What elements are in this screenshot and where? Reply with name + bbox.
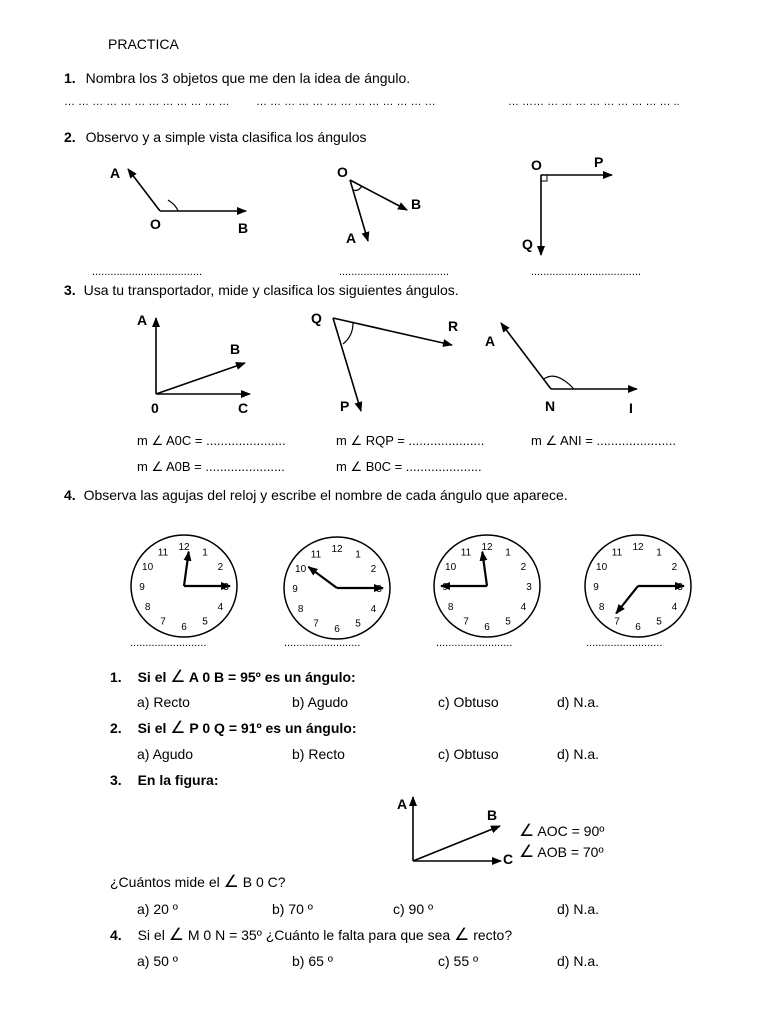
clock-answer-1[interactable]: ......................... [130, 637, 207, 649]
point-label-a: A [346, 230, 357, 246]
point-label-c: C [238, 400, 249, 416]
clock-number: 12 [178, 542, 190, 553]
clock-answer-4[interactable]: ......................... [586, 637, 663, 649]
point-label-a: A [397, 796, 408, 812]
clock-answer-2[interactable]: ......................... [284, 637, 361, 649]
clock-number: 3 [526, 582, 532, 593]
question-number: 1. [64, 70, 76, 86]
clock-number: 11 [310, 549, 322, 561]
point-label-q: Q [311, 310, 322, 326]
mc-pre: Si el [137, 927, 165, 943]
measure-ani[interactable]: m ∠ ANI = ...................... [531, 433, 676, 448]
hour-hand [184, 552, 189, 586]
mc-number: 1. [110, 669, 122, 685]
point-label-o: O [337, 164, 348, 180]
clocks-group [131, 535, 691, 639]
mc3-option-a[interactable]: a) 20 º [137, 901, 178, 917]
clock-number: 2 [370, 564, 377, 575]
clock-3 [434, 535, 540, 637]
hour-hand [308, 567, 337, 588]
clock-number: 6 [635, 622, 641, 633]
hour-hand [616, 586, 638, 614]
question-text: Usa tu transportador, mide y clasifica los siguientes ángulos. [83, 282, 459, 298]
mc3-question-pre: ¿Cuántos mide el [110, 874, 220, 890]
angle-acute-figure [350, 180, 407, 241]
clock-number: 12 [632, 542, 644, 553]
clock-number: 9 [292, 584, 298, 595]
clock-number: 10 [596, 562, 608, 573]
page-title: PRACTICA [108, 36, 179, 52]
angle-symbol-icon: ∠ [454, 925, 470, 944]
answer-blank-2[interactable]: .................................... [339, 266, 450, 278]
mc1-option-b[interactable]: b) Agudo [292, 694, 349, 710]
clock-number: 2 [217, 562, 224, 573]
mc-mid: M 0 N = 35º ¿Cuánto le falta para que sea [187, 927, 451, 943]
point-label-a: A [137, 312, 148, 328]
clock-number: 11 [460, 547, 472, 559]
clock-number: 2 [671, 562, 678, 573]
point-label-q: Q [522, 236, 533, 252]
clock-2 [284, 537, 390, 639]
angle-rqp-figure [333, 318, 452, 414]
mc4-option-c[interactable]: c) 55 º [438, 953, 479, 969]
clock-number: 12 [481, 542, 493, 553]
clock-number: 5 [656, 616, 662, 628]
angle-symbol-icon: ∠ [170, 718, 186, 737]
angle-symbol-icon: ∠ [168, 925, 184, 944]
clock-number: 5 [505, 616, 511, 628]
point-label-p: P [594, 154, 604, 170]
mc-question-3 [110, 772, 218, 788]
mc3-option-b[interactable]: b) 70 º [272, 901, 313, 917]
mc-pre: Si el [137, 669, 167, 685]
mc4-option-b[interactable]: b) 65 º [292, 953, 333, 969]
mc-pre: Si el [137, 720, 167, 736]
clock-answer-3[interactable]: ......................... [436, 637, 513, 649]
mc3-question-post: B 0 C? [242, 874, 286, 890]
given-aob-text: AOB = 70º [537, 844, 604, 860]
clock-number: 6 [484, 622, 490, 633]
clock-number: 1 [656, 547, 662, 559]
point-label-c: C [503, 851, 514, 867]
given-aoc [519, 823, 604, 839]
clock-number: 8 [144, 602, 151, 613]
mc3-option-d[interactable]: d) N.a. [557, 901, 600, 917]
mc4-option-a[interactable]: a) 50 º [137, 953, 178, 969]
angle-symbol-icon: ∠ [223, 872, 239, 891]
mc3-option-c[interactable]: c) 90 º [393, 901, 434, 917]
clock-number: 3 [677, 582, 683, 593]
mc2-option-d[interactable]: d) N.a. [557, 746, 600, 762]
point-label-a: A [485, 333, 496, 349]
point-label-b: B [238, 220, 249, 236]
point-label-zero: 0 [151, 400, 159, 416]
given-aob [519, 844, 604, 860]
point-label-n: N [545, 398, 556, 414]
angle-symbol-icon: ∠ [519, 821, 535, 840]
clock-number: 8 [598, 602, 605, 613]
mc1-option-d[interactable]: d) N.a. [557, 694, 600, 710]
mc3-question [110, 874, 286, 890]
clock-number: 10 [142, 562, 154, 573]
point-label-o: O [531, 157, 542, 173]
mc-number: 2. [110, 720, 122, 736]
hour-hand [482, 552, 487, 586]
clock-number: 5 [202, 616, 208, 628]
clock-number: 4 [671, 602, 678, 613]
measure-b0c[interactable]: m ∠ B0C = ..................... [336, 459, 482, 474]
mc-question-1 [110, 669, 356, 685]
mc1-option-a[interactable]: a) Recto [137, 694, 190, 710]
angle-symbol-icon: ∠ [170, 667, 186, 686]
clock-4 [585, 535, 691, 637]
mc2-option-b[interactable]: b) Recto [292, 746, 345, 762]
clock-number: 4 [370, 604, 377, 615]
clock-number: 3 [223, 582, 229, 593]
mc-post: recto? [473, 927, 513, 943]
clock-number: 7 [463, 616, 469, 628]
mc-question-4 [110, 927, 512, 943]
mc-post: A 0 B = 95º es un ángulo: [188, 669, 356, 685]
measure-rqp[interactable]: m ∠ RQP = ..................... [336, 433, 485, 448]
angle-right-figure [541, 175, 612, 255]
clock-number: 4 [217, 602, 224, 613]
clock-number: 1 [505, 547, 511, 559]
clock-number: 5 [355, 618, 361, 630]
clock-number: 11 [611, 547, 623, 559]
measure-a0b[interactable]: m ∠ A0B = ...................... [137, 459, 285, 474]
angle-aob-figure [128, 169, 246, 211]
clock-number: 8 [447, 602, 454, 613]
point-label-o: O [150, 216, 161, 232]
clock-number: 7 [614, 616, 620, 628]
clock-number: 10 [445, 562, 457, 573]
question-number: 2. [64, 129, 76, 145]
question-text: Nombra los 3 objetos que me den la idea de ángulo. [85, 70, 411, 86]
answer-blank-1[interactable]: .................................... [92, 266, 203, 278]
point-label-b: B [487, 807, 498, 823]
mc2-option-a[interactable]: a) Agudo [137, 746, 194, 762]
clock-number: 10 [295, 564, 307, 575]
point-label-a: A [110, 165, 121, 181]
mc-number: 4. [110, 927, 122, 943]
question-number: 4. [64, 487, 76, 503]
measure-a0c[interactable]: m ∠ A0C = ...................... [137, 433, 286, 448]
clock-number: 9 [442, 582, 448, 593]
clock-number: 4 [520, 602, 527, 613]
angle-ani-figure [501, 323, 637, 389]
clock-number: 1 [355, 549, 361, 561]
point-label-r: R [448, 318, 459, 334]
question-4 [64, 487, 568, 503]
answer-blank-3[interactable]: .................................... [531, 266, 642, 278]
answer-blank-2[interactable]: … … … … … … … … … … … … … [256, 96, 436, 108]
point-label-i: I [629, 400, 633, 416]
mc-question-2 [110, 720, 356, 736]
given-aoc-text: AOC = 90º [537, 823, 605, 839]
point-label-b: B [230, 341, 241, 357]
clock-number: 6 [181, 622, 187, 633]
mc-number: 3. [110, 772, 122, 788]
mc4-option-d[interactable]: d) N.a. [557, 953, 600, 969]
answer-blank-3[interactable]: … …… … … … … … … … … … .. [508, 96, 680, 108]
clock-1 [131, 535, 237, 637]
clock-number: 8 [297, 604, 304, 615]
mc2-option-c[interactable]: c) Obtuso [438, 746, 499, 762]
question-text: Observa las agujas del reloj y escribe el nombre de cada ángulo que aparece. [83, 487, 568, 503]
clock-number: 12 [331, 544, 343, 555]
point-label-p: P [340, 398, 350, 414]
question-3 [64, 282, 459, 298]
point-label-b: B [411, 196, 422, 212]
mc1-option-c[interactable]: c) Obtuso [438, 694, 499, 710]
clock-number: 6 [334, 624, 340, 635]
mc-post: P 0 Q = 91º es un ángulo: [189, 720, 357, 736]
clock-number: 9 [593, 582, 599, 593]
clock-number: 7 [160, 616, 166, 628]
clock-number: 1 [202, 547, 208, 559]
question-text: Observo y a simple vista clasifica los ángulos [85, 129, 367, 145]
answer-blank-1[interactable]: … … … … … … … … … … … … [64, 96, 230, 108]
mc-text: En la figura: [137, 772, 219, 788]
angle-symbol-icon: ∠ [519, 842, 535, 861]
clock-number: 9 [139, 582, 145, 593]
clock-number: 11 [157, 547, 169, 559]
clock-number: 2 [520, 562, 527, 573]
clock-number: 7 [313, 618, 319, 630]
question-number: 3. [64, 282, 76, 298]
clock-number: 3 [376, 584, 382, 595]
